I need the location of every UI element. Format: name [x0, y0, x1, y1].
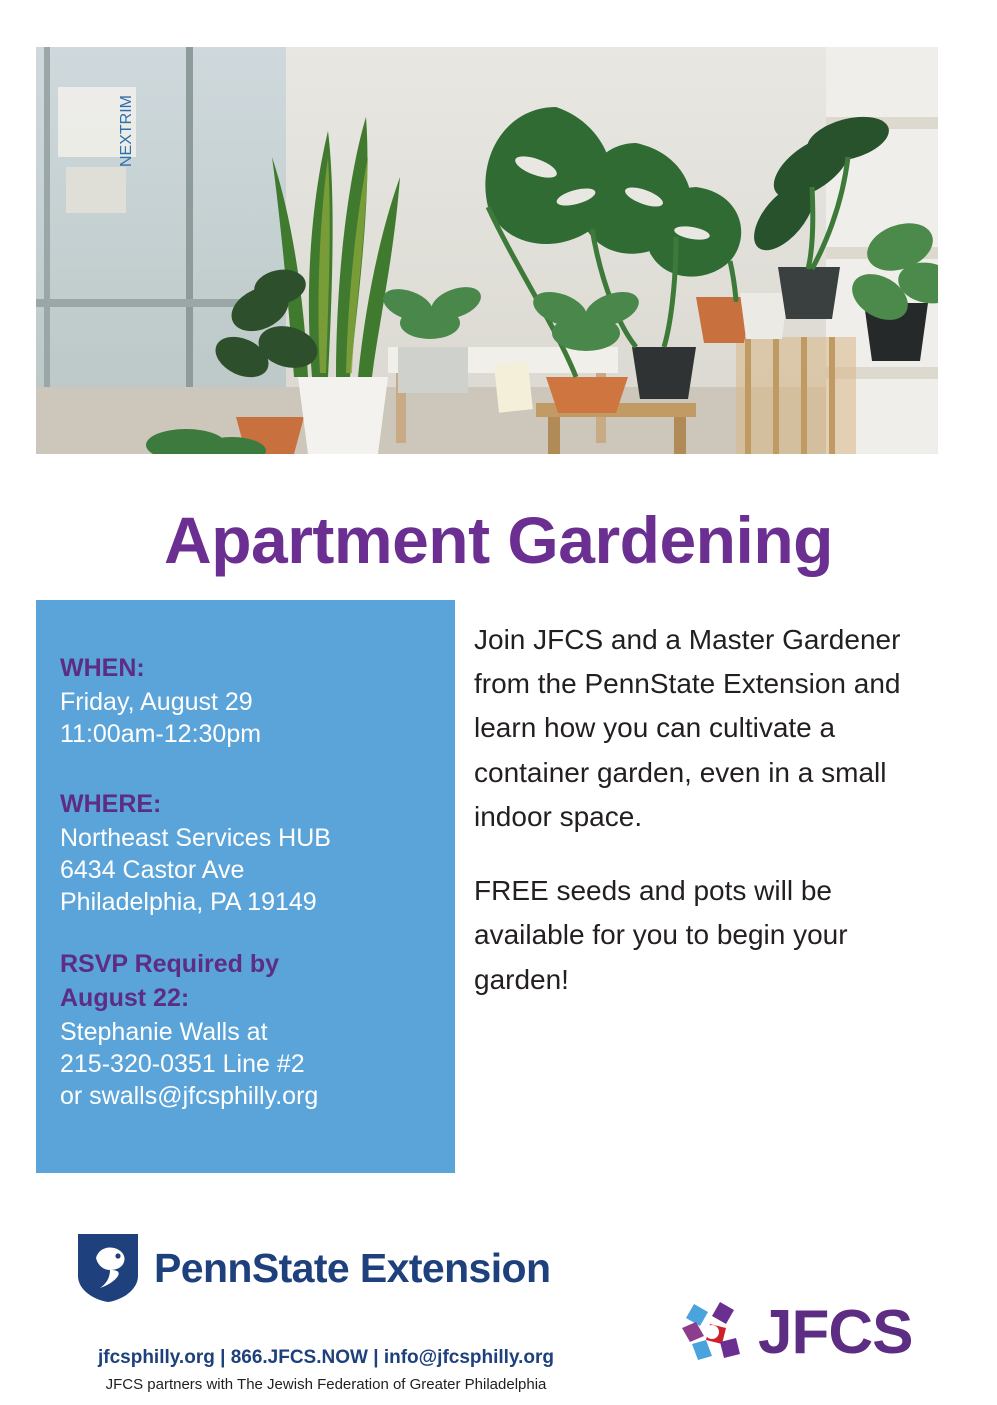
where-city-state-zip: Philadelphia, PA 19149 [60, 888, 317, 916]
pennstate-extension-wordmark: PennState Extension [154, 1244, 551, 1291]
event-details-panel [36, 600, 455, 1173]
description-text [474, 618, 944, 1002]
rsvp-phone: 215-320-0351 Line #2 [60, 1050, 305, 1078]
jfcs-mark-svg [676, 1298, 750, 1368]
rsvp-contact-name: Stephanie Walls at [60, 1018, 268, 1046]
shield-svg [76, 1232, 140, 1304]
jfcs-flower-mark-icon [676, 1298, 750, 1368]
page-title: Apartment Gardening [164, 503, 833, 578]
footer-contact-line: jfcsphilly.org | 866.JFCS.NOW | info@jfcsphilly.org [97, 1347, 554, 1368]
rsvp-email: or swalls@jfcsphilly.org [60, 1082, 319, 1110]
where-street: 6434 Castor Ave [60, 856, 245, 884]
footer-partner-note: JFCS partners with The Jewish Federation of Greater Philadelphia [105, 1376, 547, 1393]
when-date: Friday, August 29 [60, 688, 253, 716]
where-label: WHERE: [60, 790, 162, 818]
rsvp-label-line2: August 22: [60, 984, 190, 1012]
hero-illustration [36, 47, 938, 454]
nittany-lion-shield-icon [76, 1232, 140, 1304]
when-label: WHEN: [60, 654, 145, 682]
description-paragraph-1: Join JFCS and a Master Gardener from the PennState Extension and learn how you can cultivate a container garden, even in a small indoor space. [474, 624, 901, 832]
spacer-where-rsvp [60, 918, 455, 948]
rsvp-label-line1: RSVP Required by [60, 950, 280, 978]
jfcs-wordmark: JFCS [758, 1298, 913, 1367]
when-time: 11:00am-12:30pm [60, 720, 262, 748]
jfcs-logo [676, 1297, 956, 1369]
description-paragraph-2: FREE seeds and pots will be available for you to begin your garden! [474, 875, 848, 995]
pennstate-extension-logo [76, 1232, 601, 1304]
hero-image [36, 47, 938, 454]
svg-text:NEXTRIM: NEXTRIM [118, 95, 135, 167]
where-venue: Northeast Services HUB [60, 824, 331, 852]
spacer-when-where [60, 750, 455, 788]
